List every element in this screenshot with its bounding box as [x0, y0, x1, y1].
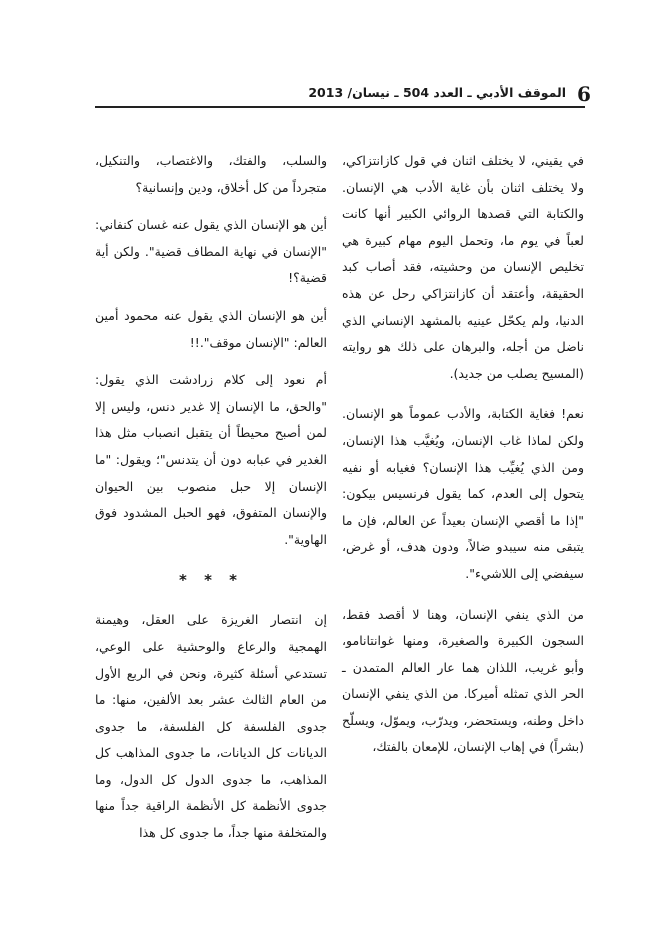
paragraph: أين هو الإنسان الذي يقول عنه محمود أمين العالم: "الإنسان موقف".!!	[95, 307, 327, 350]
right-column	[342, 148, 584, 775]
header-rule	[95, 106, 585, 108]
paragraph: نعم! فغاية الكتابة، والأدب عموماً هو الإنسان. ولكن لماذا غاب الإنسان، ويُغيَّب هذا الإنسان، ومن الذي يُغيِّب هذا الإنسان؟ فغيابه أو نفيه يتحول إلى العدم، كما يقول فرنسيس بيكون: "إذا ما أقصي الإنسان بعيداً عن العالم، فإن ما يتبقى منه سيبدو ضالاً، ودون هدف، أو غرض، سيفضي إلى اللاشيء".	[342, 406, 584, 581]
paragraph: أين هو الإنسان الذي يقول عنه غسان كنفاني: "الإنسان في نهاية المطاف قضية". ولكن أية قضية؟!	[95, 217, 327, 286]
paragraph: والسلب، والفتك، والاغتصاب، والتنكيل، متجرداً من كل أخلاق، ودين وإنسانية؟	[95, 153, 327, 195]
paragraph: في يقيني، لا يختلف اثنان في قول كازانتزاكي، ولا يختلف اثنان بأن غاية الأدب هي الإنسان. والكتابة التي قصدها الروائي الكبير أنها كانت لعباً في يوم ما، وتحمل اليوم مهام كبيرة هي تخليص الإنسان من وحشيته، فقد أصاب كبد الحقيقة، وأعتقد أن كازانتزاكي رحل عن هذه الدنيا، ولم يكحّل عينيه بالمشهد الإنساني الذي ناضل من أجله، والبرهان على ذلك هو روايته (المسيح يصلب من جديد).	[342, 153, 584, 381]
section-separator: * * *	[179, 571, 243, 590]
paragraph: أم نعود إلى كلام زرادشت الذي يقول: "والحق، ما الإنسان إلا غدير دنس، وليس إلا لمن أصبح محيطاً أن يتقبل انصباب مثل هذا الغدير في عبابه دون أن يتدنس"؛ ويقول: "ما الإنسان إلا حبل منصوب بين الحيوان والإنسان المتفوق، فهو الحبل المشدود فوق الهاوية".	[95, 372, 327, 547]
paragraph: إن انتصار الغريزة على العقل، وهيمنة الهمجية والرعاع والوحشية على الوعي، تستدعي أسئلة كثيرة، ونحن في الربع الأول من العام الثالث عشر بعد الألفين، منها: ما جدوى الفلسفة كل الفلسفة، ما جدوى الديانات كل الديانات، ما جدوى المذاهب كل المذاهب، ما جدوى الدول كل الدول، وما جدوى الأنظمة كل الأنظمة الراقية جداً منها والمتخلفة منها جداً، ما جدوى كل هذا	[95, 612, 327, 841]
running-header: الموقف الأدبي ـ العدد 504 ـ نيسان/ 2013	[308, 85, 566, 100]
page-number: 6	[577, 82, 591, 106]
paragraph: من الذي ينفي الإنسان، وهنا لا أقصد فقط، السجون الكبيرة والصغيرة، ومنها غوانتانامو، وأبو غريب، اللذان هما عار العالم المتمدن ـ الحر الذي تمثله أميركا. من الذي ينفي الإنسان داخل وطنه، ويستحضر، ويدرّب، ويموّل، ويسلّح (بشراً) في إهاب الإنسان، للإمعان بالفتك،	[342, 606, 584, 755]
left-column	[95, 148, 327, 861]
